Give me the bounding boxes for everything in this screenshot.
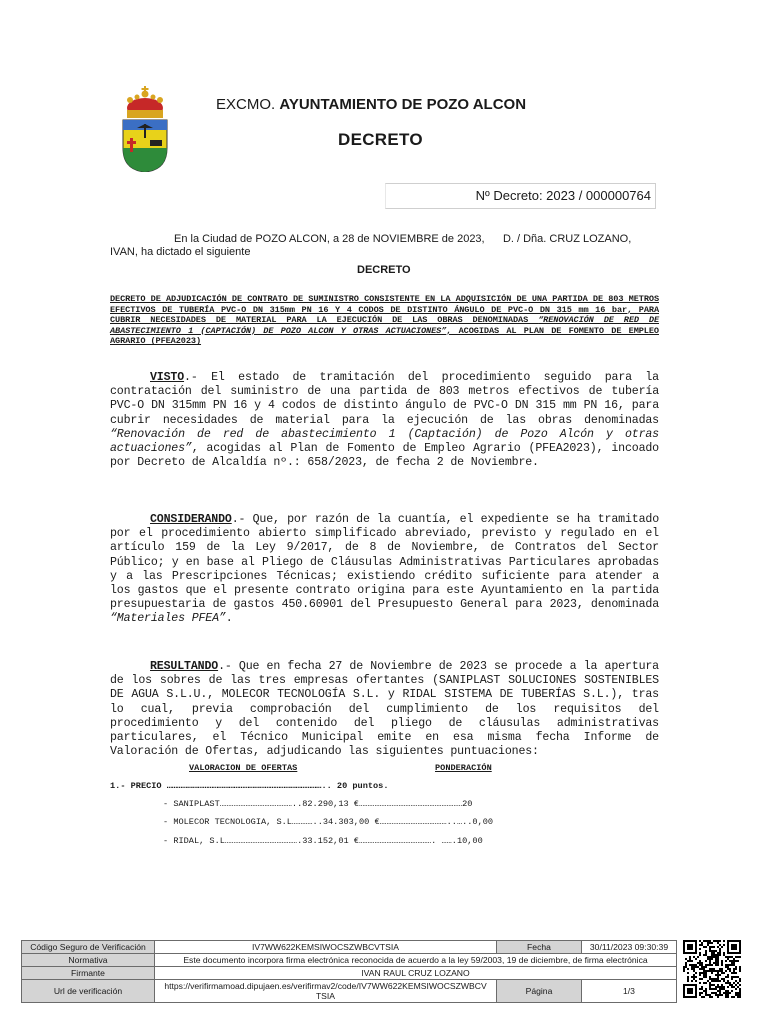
summary-part-2: , ACOGIDAS AL PLAN DE FOMENTO DE EMPLEO AGRARIO (PFEA2023) (110, 325, 659, 347)
valuation-row: - MOLECOR TECNOLOGIA, S.L…………..34.303,00 €…………………………………..…..0,00 (163, 817, 494, 827)
signer-label: Firmante (22, 967, 155, 980)
considerando-text-2: . (225, 612, 233, 626)
considerando-lead: CONSIDERANDO (150, 513, 232, 526)
visto-text-2: , acogidas al Plan de Fomento de Empleo Agrario (PFEA2023), incoado por Decreto de Alcaldía nº.: 658/2023, de fecha 2 de Noviembre. (110, 442, 659, 470)
org-name: AYUNTAMIENTO DE POZO ALCON (279, 96, 527, 113)
intro-line-2: IVAN, ha dictado el siguiente (110, 246, 251, 258)
page-label: Página (497, 980, 582, 1003)
visto-text-1: .- El estado de tramitación del procedimiento seguido para la contratación del suministro de una partida de 803 metros efectivos de tubería PVC-O DN 315mm PN 16 y 4 codos de distinto ángulo de PVC-O DN 315 mm PN 16, para cubrir necesidades de material para la ejecución de las obras denominadas (110, 371, 659, 427)
norm-value: Este documento incorpora firma electrónica reconocida de acuerdo a la ley 59/2003, 19 de diciembre, de firma electrónica (155, 954, 677, 967)
org-prefix: EXCMO. (216, 96, 276, 113)
valuation-price-line: 1.- PRECIO ……………………………………………………………………………….. 20 puntos. (110, 781, 389, 791)
signer-value: IVAN RAUL CRUZ LOZANO (155, 967, 677, 980)
visto-lead: VISTO (150, 371, 185, 384)
visto-paragraph (110, 371, 659, 470)
intro-paragraph (110, 233, 650, 259)
intro-line-1: En la Ciudad de POZO ALCON, a 28 de NOVIEMBRE de 2023, D. / Dña. CRUZ LOZANO, (174, 233, 632, 245)
resultando-text-1: .- Que en fecha 27 de Noviembre de 2023 se procede a la apertura de los sobres de las tres empresas ofertantes (SANIPLAST SOLUCIONES SOSTENIBLES DE AGUA S.L.U., MOLECOR TECNOLOGÍA S.L. y RIDAL SISTEMA DE TUBERÍAS S.L.), tras lo cual, previa comprobación del cumplimiento de los requisitos del procedimiento y del contenido del pliego de cláusulas administrativas particulares, el Técnico Municipal emite en esa misma fecha Informe de Valoración de Ofertas, adjudicando las siguientes puntuaciones: (110, 660, 659, 759)
csv-label: Código Seguro de Verificación (22, 941, 155, 954)
visto-italic: “Renovación de red de abastecimiento 1 (Captación) de Pozo Alcón y otras actuaciones” (110, 427, 659, 456)
url-label: Url de verificación (22, 980, 155, 1003)
summary-part-1: DECRETO DE ADJUDICACIÓN DE CONTRATO DE SUMINISTRO CONSISTENTE EN LA ADQUISICIÓN DE UNA PARTIDA DE 803 METROS EFECTIVOS DE TUBERÍA PVC-O DN 315mm PN 16 Y 4 CODOS DE DISTINTO ÁNGULO DE PVC-O DN 315 mm 16 bar, PARA CUBRIR NECESIDADES DE MATERIAL PARA LA EJECUCIÓN DE LAS OBRAS DENOMINADAS (110, 294, 659, 326)
considerando-paragraph (110, 513, 659, 627)
decree-number-box: Nº Decreto: 2023 / 000000764 (385, 183, 656, 209)
resultando-lead: RESULTANDO (150, 660, 219, 673)
considerando-text-1: .- Que, por razón de la cuantía, el expediente se ha tramitado por el procedimiento abierto simplificado abreviado, previsto y regulado en el artículo 159 de la Ley 9/2017, de 8 de Noviembre, de Contratos del Sector Público; y en base al Pliego de Cláusulas Administrativas Particulares aprobadas y a las Prescripciones Técnicas; existiendo crédito suficiente para atender a los gastos que el presente contrato origina para este Ayuntamiento en la partida presupuestaria de gastos 450.60901 del Presupuesto General para 2023, denominada (110, 513, 659, 612)
verification-qr-code (683, 940, 741, 998)
csv-value: IV7WW622KEMSIWOCSZWBCVTSIA (155, 941, 497, 954)
valuation-row: - SANIPLAST……………………………………..82.290,13 €……………………………………………………20 (163, 799, 473, 809)
valuation-row: - RIDAL, S.L…………………………………….33.152,01 €……………………………………. …….10,00 (163, 836, 483, 846)
summary-italic: “RENOVACIÓN DE RED DE ABASTECIMIENTO 1 (CAPTACIÓN) DE POZO ALCON Y OTRAS ACTUACIONES” (110, 315, 660, 336)
valuation-column-weighting: PONDERACIÓN (435, 763, 492, 773)
verification-table (21, 940, 677, 1003)
page-value: 1/3 (582, 980, 677, 1003)
date-value: 30/11/2023 09:30:39 (582, 941, 677, 954)
verification-url-link[interactable]: https://verifirmamoad.dipujaen.es/verifirmav2/code/IV7WW622KEMSIWOCSZWBCV TSIA (155, 980, 497, 1003)
resultando-paragraph (110, 660, 659, 759)
valuation-column-offers: VALORACION DE OFERTAS (189, 763, 298, 773)
organization-title (216, 96, 526, 113)
considerando-italic: “Materiales PFEA” (110, 612, 226, 626)
norm-label: Normativa (22, 954, 155, 967)
date-label: Fecha (497, 941, 582, 954)
municipal-crest-emblem (120, 86, 170, 172)
document-type-title: DECRETO (338, 130, 423, 149)
decree-subheading: DECRETO (357, 264, 411, 276)
decree-summary (110, 294, 659, 347)
